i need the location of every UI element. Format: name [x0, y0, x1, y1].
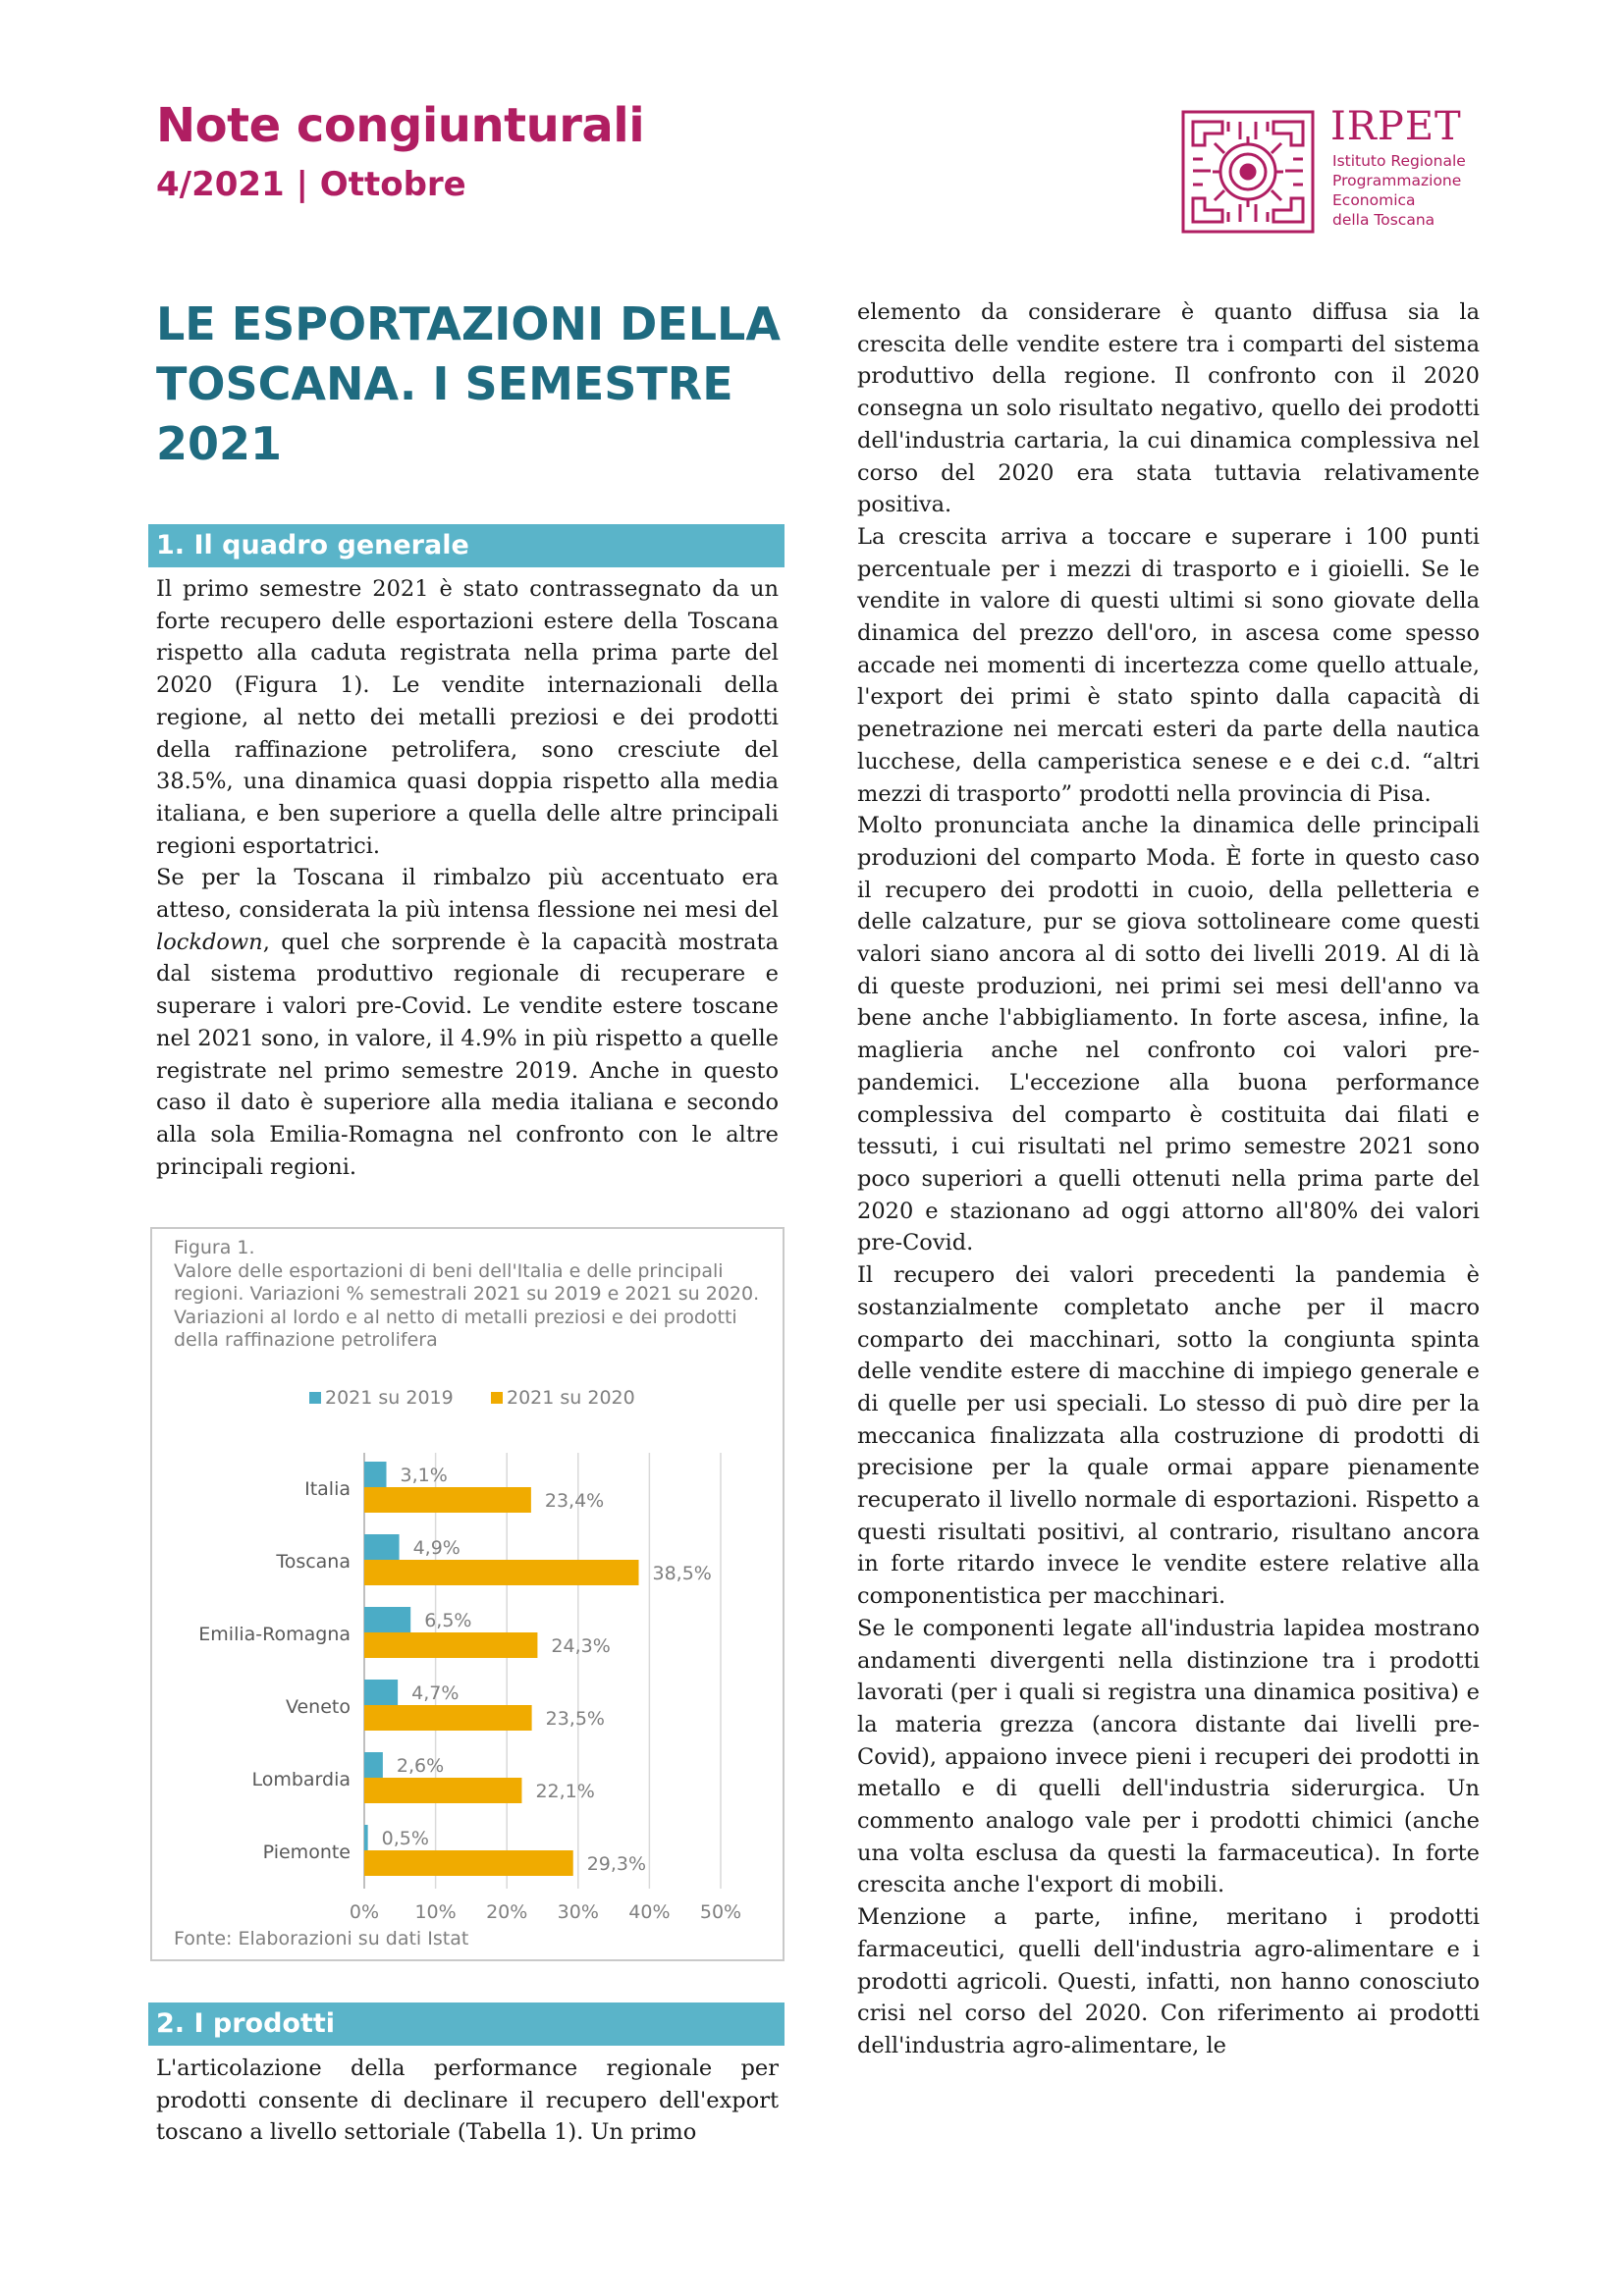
logo-line: della Toscana — [1332, 211, 1435, 229]
logo-subtitle — [1332, 151, 1466, 230]
paragraph: Se le componenti legate all'industria lapidea mostrano andamenti divergenti nella distinzione tra i prodotti lavorati (per i quali si registra una dinamica positiva) e la materia grezza (ancora distante dai livelli pre-Covid), appaiono invece pieni i recuperi dei prodotti in metallo e di quelli dell'industria siderurgica. Un commento analogo vale per i prodotti chimici (anche una volta esclusa da questi la farmaceutica). In forte crescita anche l'export di mobili. — [857, 1615, 1480, 1898]
logo-name: IRPET — [1330, 104, 1462, 149]
bar — [364, 1487, 531, 1513]
paragraph — [156, 862, 779, 1183]
bar — [364, 1752, 383, 1778]
bar — [364, 1607, 410, 1632]
title-line: 2021 — [156, 417, 283, 470]
paragraph: Menzione a parte, infine, meritano i prodotti farmaceutici, quelli dell'industria agro-alimentare e i prodotti agricoli. Questi, infatti, non hanno conosciuto crisi nel corso del 2020. Con riferimento ai prodotti dell'industria agro-alimentare, le — [857, 1904, 1480, 2058]
bar — [364, 1632, 537, 1658]
bar-chart — [152, 1229, 783, 1959]
logo-line: Istituto Regionale — [1332, 152, 1466, 170]
data-label: 0,5% — [381, 1828, 429, 1849]
data-label: 23,4% — [544, 1490, 605, 1512]
bar — [364, 1680, 398, 1705]
x-tick-label: 30% — [557, 1901, 599, 1923]
data-label: 6,5% — [424, 1610, 472, 1631]
section2-body — [156, 2053, 779, 2149]
figure-label: Figura 1. — [174, 1237, 255, 1258]
bar — [364, 1778, 521, 1803]
paragraph: L'articolazione della performance regionale per prodotti consente di declinare il recupero dell'export toscano a livello settoriale (Tabella 1). Un primo — [156, 2056, 779, 2146]
bar — [364, 1705, 532, 1731]
paragraph: elemento da considerare è quanto diffusa sia la crescita delle vendite estere tra i comparti del sistema produttivo della regione. Il confronto con il 2020 consegna un solo risultato negativo, quello dei prodotti dell'industria cartaria, la cui dinamica complessiva nel corso del 2020 era stata tuttavia relativamente positiva. — [857, 299, 1480, 518]
bar — [364, 1825, 368, 1850]
section1-body — [156, 573, 779, 1183]
issue-label: 4/2021 | Ottobre — [156, 165, 466, 204]
category-label: Piemonte — [262, 1842, 351, 1863]
emphasis-lockdown: lockdown — [156, 929, 263, 955]
data-label: 2,6% — [396, 1755, 445, 1777]
bar — [364, 1560, 639, 1585]
title-line: LE ESPORTAZIONI DELLA — [156, 297, 781, 350]
logo-line: Programmazione — [1332, 172, 1462, 189]
text-run: , quel che sorprende è la capacità mostrata dal sistema produttivo regionale di recuperare e superare i valori pre-Covid. Le vendite estere toscane nel 2021 sono, in valore, il 4.9% in più rispetto a quelle registrate nel primo semestre 2019. Anche in questo caso il dato è superiore alla media italiana e secondo alla sola Emilia-Romagna nel confronto con le altre principali regioni. — [156, 929, 779, 1180]
category-label: Italia — [304, 1478, 351, 1500]
x-tick-label: 20% — [486, 1901, 528, 1923]
bar — [364, 1534, 400, 1560]
right-column-body — [857, 296, 1480, 2062]
title-line: TOSCANA. I SEMESTRE — [156, 357, 733, 410]
paragraph: Molto pronunciata anche la dinamica delle principali produzioni del comparto Moda. È forte in questo caso il recupero dei prodotti in cuoio, della pelletteria e delle calzature, pur se giova sottolineare come questi valori siano ancora al di sotto dei livelli 2019. Al di là di queste produzioni, nei primi sei mesi dell'anno va bene anche l'abbigliamento. In forte ascesa, infine, la maglieria anche nel confronto coi valori pre-pandemici. L'eccezione alla buona performance complessiva del comparto è costituita dai filati e tessuti, i cui risultati nel primo semestre 2021 sono poco superiori a quelli ottenuti nella prima parte del 2020 e stazionano ad oggi attorno all'80% dei valori pre-Covid. — [857, 813, 1480, 1256]
legend-swatch — [491, 1392, 503, 1404]
figure-1 — [150, 1227, 785, 1961]
category-label: Emilia-Romagna — [198, 1624, 351, 1645]
irpet-logo — [1179, 104, 1484, 236]
category-label: Toscana — [276, 1551, 351, 1573]
data-label: 38,5% — [652, 1563, 712, 1584]
x-tick-label: 50% — [699, 1901, 742, 1923]
bar — [364, 1850, 573, 1876]
section-heading-prodotti: 2. I prodotti — [148, 2002, 785, 2046]
data-label: 29,3% — [586, 1853, 647, 1875]
logo-line: Economica — [1332, 191, 1416, 209]
data-label: 24,3% — [551, 1635, 611, 1657]
x-tick-label: 40% — [628, 1901, 671, 1923]
legend-swatch — [309, 1392, 321, 1404]
category-label: Veneto — [285, 1696, 351, 1718]
x-tick-label: 10% — [414, 1901, 457, 1923]
figure-source: Fonte: Elaborazioni su dati Istat — [174, 1928, 469, 1949]
section-heading-quadro-generale: 1. Il quadro generale — [148, 524, 785, 567]
paragraph: La crescita arriva a toccare e superare i 100 punti percentuale per i mezzi di trasporto e i gioielli. Se le vendite in valore di questi ultimi si sono giovate della dinamica del prezzo dell'oro, in ascesa come spesso accade nei momenti di incertezza come quello attuale, l'export dei primi è stato spinto dalla capacità di penetrazione nei mercati esteri da parte della nautica lucchese, della camperistica senese e e dei c.d. “altri mezzi di trasporto” prodotti nella provincia di Pisa. — [857, 523, 1480, 807]
data-label: 22,1% — [535, 1781, 595, 1802]
data-label: 4,7% — [411, 1682, 460, 1704]
legend-label: 2021 su 2020 — [507, 1387, 635, 1409]
paragraph: Il primo semestre 2021 è stato contrassegnato da un forte recupero delle esportazioni estere della Toscana rispetto alla caduta registrata nella prima parte del 2020 (Figura 1). Le vendite internazionali della regione, al netto dei metalli preziosi e dei prodotti della raffinazione petrolifera, sono cresciute del 38.5%, una dinamica quasi doppia rispetto alla media italiana, e ben superiore a quella delle altre principali regioni esportatrici. — [156, 576, 779, 859]
category-label: Lombardia — [251, 1769, 351, 1790]
text-run: Se per la Toscana il rimbalzo più accentuato era atteso, considerata la più intensa flessione nei mesi del — [156, 865, 779, 924]
legend-label: 2021 su 2019 — [325, 1387, 454, 1409]
series-title: Note congiunturali — [156, 98, 645, 153]
data-label: 23,5% — [545, 1708, 605, 1730]
x-tick-label: 0% — [349, 1901, 380, 1923]
paragraph: Il recupero dei valori precedenti la pandemia è sostanzialmente completato anche per il macro comparto dei macchinari, sotto la congiunta spinta delle vendite estere di macchine di impiego generale e di quelle per usi speciali. Lo stesso di può dire per la meccanica finalizzata alla costruzione di prodotti di precisione per la quale ormai appare pienamente recuperato il livello normale di esportazioni. Rispetto a questi risultati positivi, al contrario, risultano ancora in forte ritardo invece le vendite estere relative alla componentistica per macchinari. — [857, 1262, 1480, 1610]
document-title — [156, 294, 785, 474]
data-label: 4,9% — [412, 1537, 460, 1559]
figure-description: Valore delle esportazioni di beni dell'Italia e delle principali regioni. Variazioni % semestrali 2021 su 2019 e 2021 su 2020. Variazioni al lordo e al netto di metalli preziosi e dei prodotti della raffinazione petrolifera — [174, 1259, 760, 1351]
data-label: 3,1% — [400, 1465, 448, 1486]
irpet-logo-mark — [1179, 108, 1317, 236]
bar — [364, 1462, 387, 1487]
